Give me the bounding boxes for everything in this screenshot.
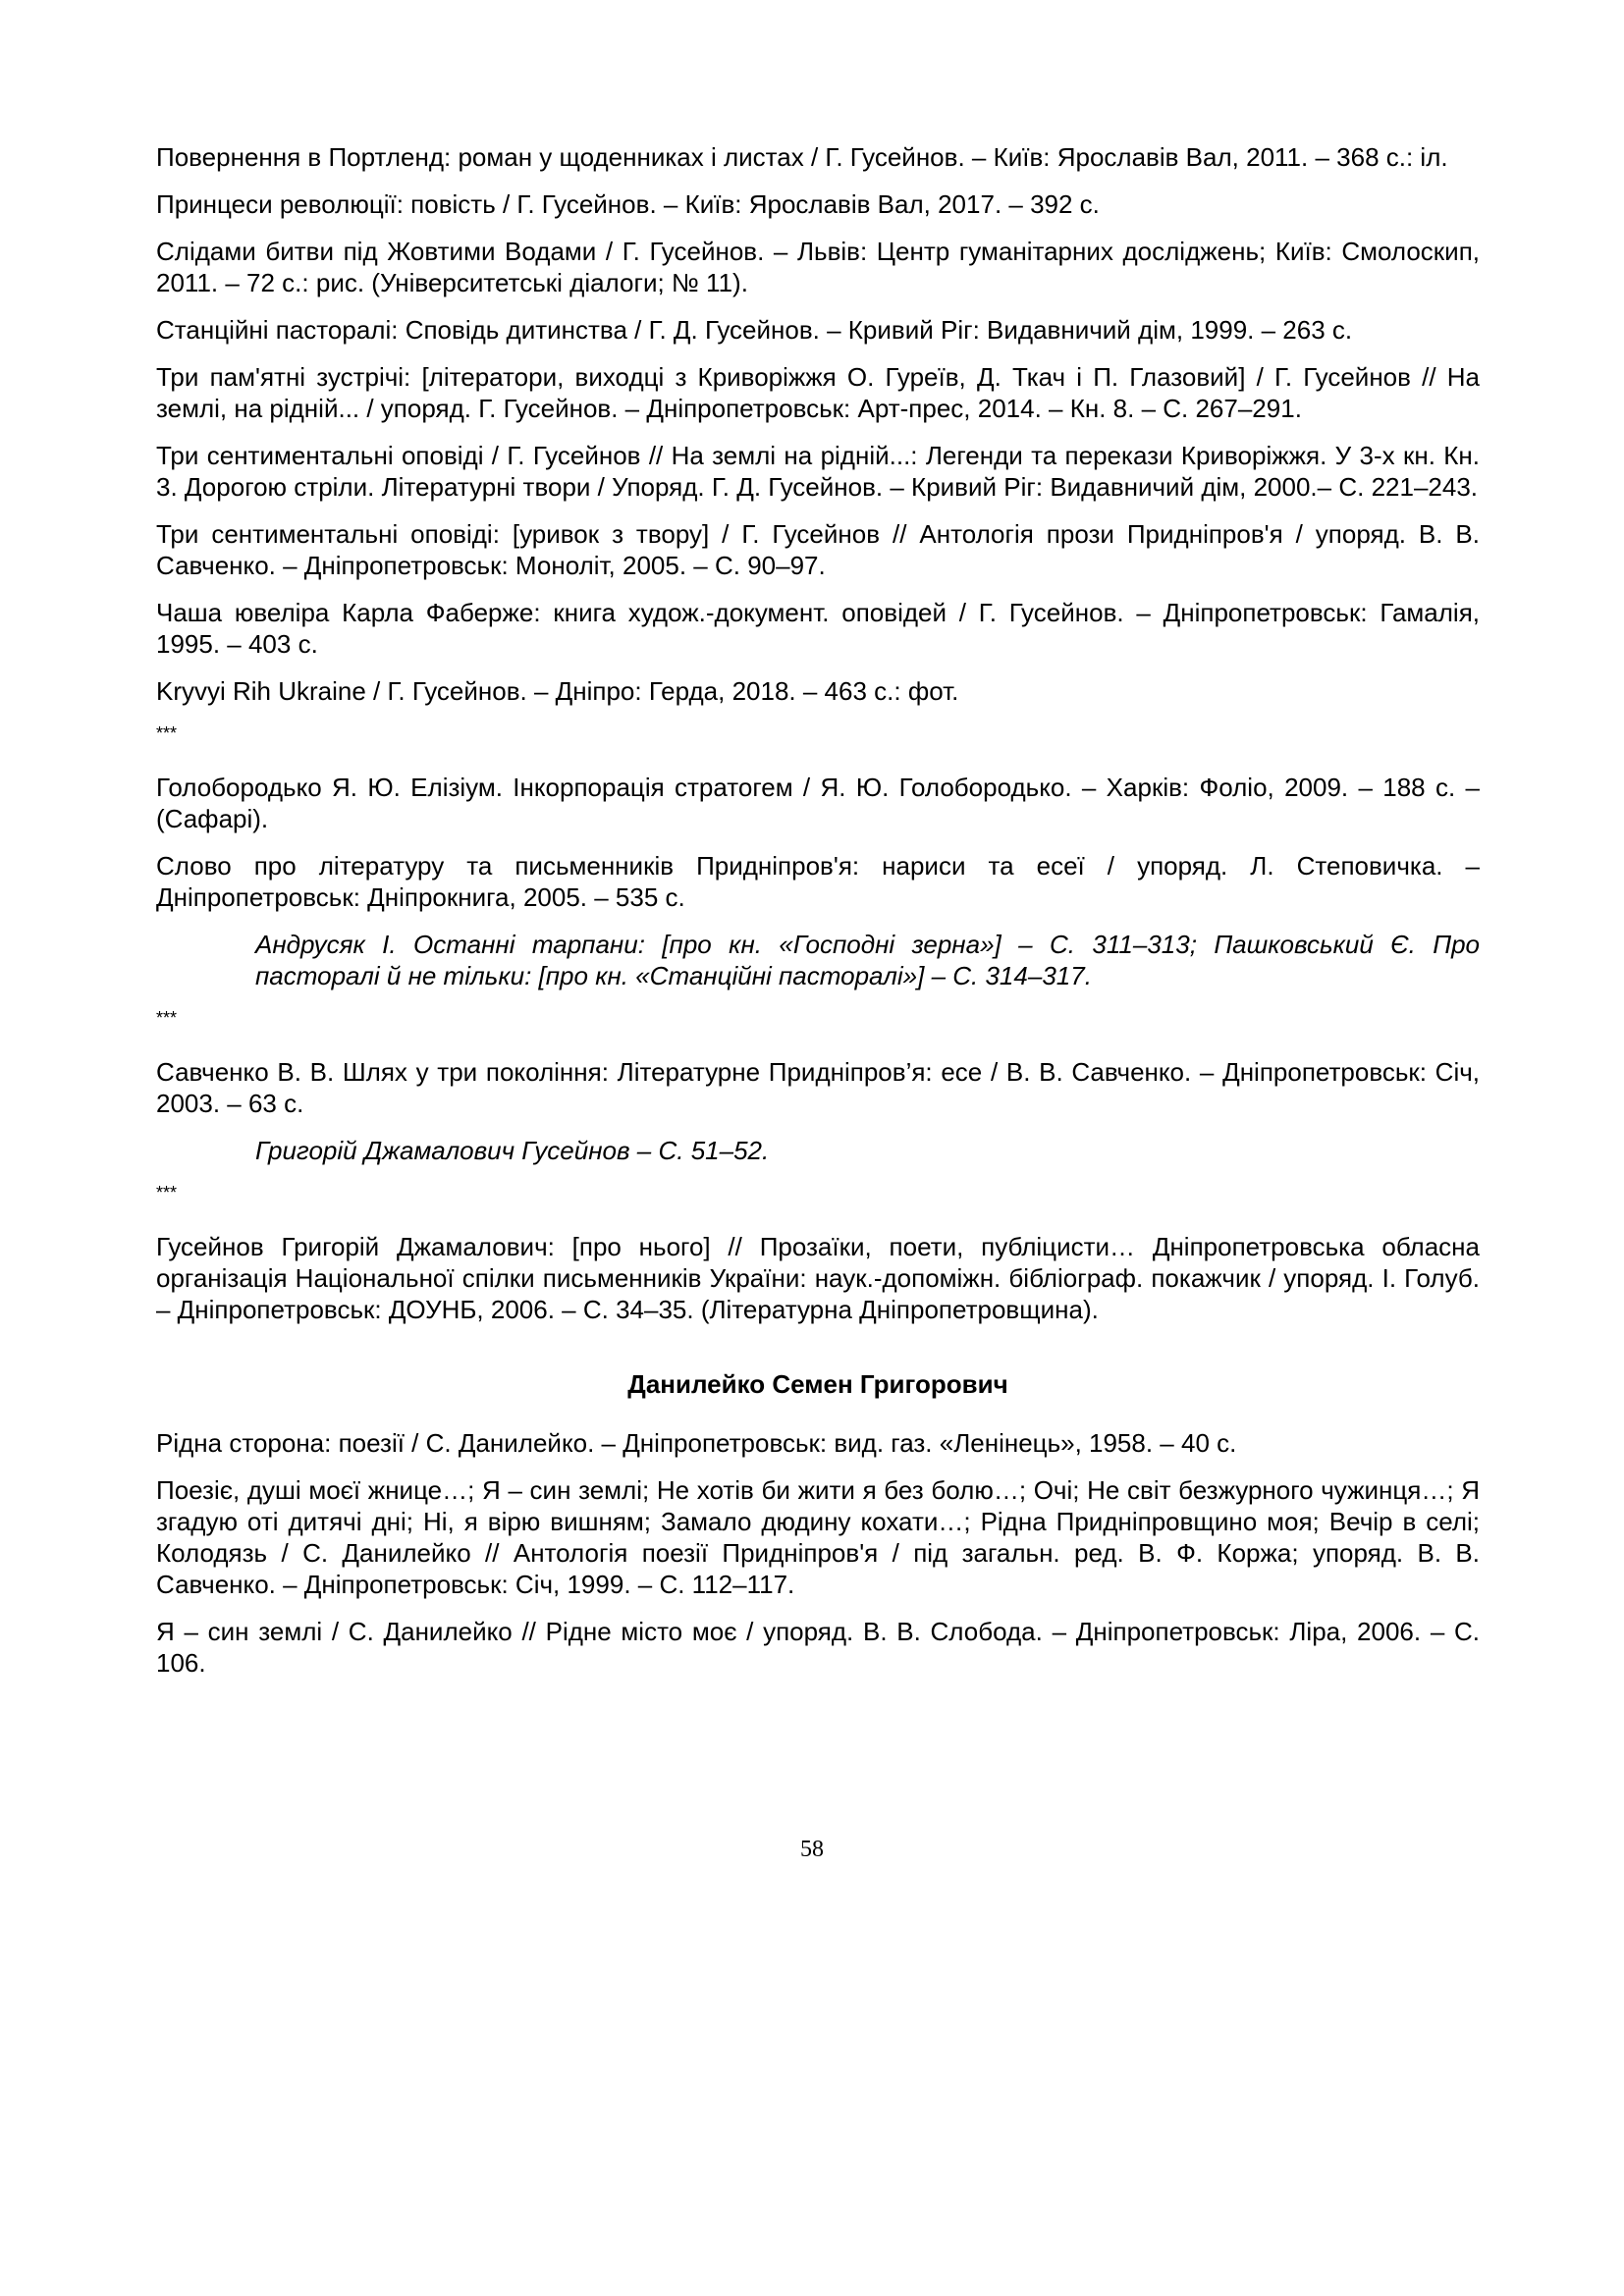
section-separator: ***	[156, 1008, 178, 1028]
bibliography-entry: Слово про літературу та письменників Придніпров'я: нариси та есеї / упоряд. Л. Степовичка. – Дніпропетровськ: Дніпрокнига, 2005. – 535 с.	[156, 851, 1480, 912]
section-separator: ***	[156, 723, 178, 743]
bibliography-entry: Три сентиментальні оповіді: [уривок з твору] / Г. Гусейнов // Антологія прози Придніпров'я / упоряд. В. В. Савченко. – Дніпропетровськ: Моноліт, 2005. – С. 90–97.	[156, 519, 1480, 580]
bibliography-entry: Три пам'ятні зустрічі: [літератори, виходці з Криворіжжя О. Гуреїв, Д. Ткач і П. Глазовий] / Г. Гусейнов // На землі, на рідній... / упоряд. Г. Гусейнов. – Дніпропетровськ: Арт-прес, 2014. – Кн. 8. – С. 267–291.	[156, 362, 1480, 423]
bibliography-entry: Гусейнов Григорій Джамалович: [про нього] // Прозаїки, поети, публіцисти… Дніпропетровська обласна організація Національної спілки письменників України: наук.-допоміжн. бібліограф. покажчик / упоряд. І. Голуб. – Дніпропетровськ: ДОУНБ, 2006. – С. 34–35. (Літературна Дніпропетровщина).	[156, 1232, 1480, 1324]
bibliography-entry: Голобородько Я. Ю. Елізіум. Інкорпорація стратогем / Я. Ю. Голобородько. – Харків: Фоліо, 2009. – 188 с. – (Сафарі).	[156, 773, 1480, 833]
bibliography-note: Григорій Джамалович Гусейнов – С. 51–52.	[255, 1136, 770, 1165]
bibliography-note: Андрусяк І. Останні тарпани: [про кн. «Господні зерна»] – С. 311–313; Пашковський Є. Про пасторалі й не тільки: [про кн. «Станційні пасторалі»] – С. 314–317.	[255, 930, 1480, 990]
bibliography-entry: Слідами битви під Жовтими Водами / Г. Гусейнов. – Львів: Центр гуманітарних досліджень; Київ: Смолоскип, 2011. – 72 с.: рис. (Університетські діалоги; № 11).	[156, 237, 1480, 297]
bibliography-entry: Савченко В. В. Шлях у три покоління: Літературне Придніпров’я: есе / В. В. Савченко. – Дніпропетровськ: Січ, 2003. – 63 с.	[156, 1057, 1480, 1118]
section-separator: ***	[156, 1183, 178, 1202]
page-number: 58	[800, 1837, 824, 1862]
bibliography-entry: Я – син землі / С. Данилейко // Рідне місто моє / упоряд. В. В. Слобода. – Дніпропетровськ: Ліра, 2006. – С. 106.	[156, 1617, 1480, 1678]
section-heading: Данилейко Семен Григорович	[627, 1369, 1008, 1399]
bibliography-entry: Станційні пасторалі: Сповідь дитинства / Г. Д. Гусейнов. – Кривий Ріг: Видавничий дім, 1999. – 263 с.	[156, 315, 1353, 345]
bibliography-entry: Поезіє, душі моєї жнице…; Я – син землі; Не хотів би жити я без болю…; Очі; Не світ безжурного чужинця…; Я згадую оті дитячі дні; Ні, я вірю вишням; Замало дюдину кохати…; Рідна Придніпровщино моя; Вечір в селі; Колодязь / С. Данилейко // Антологія поезії Придніпров'я / під загальн. ред. В. Ф. Коржа; упоряд. В. В. Савченко. – Дніпропетровськ: Січ, 1999. – С. 112–117.	[156, 1475, 1480, 1599]
document-page	[156, 141, 1480, 1694]
bibliography-entry: Kryvyi Rih Ukraine / Г. Гусейнов. – Дніпро: Герда, 2018. – 463 с.: фот.	[156, 676, 959, 706]
bibliography-entry: Рідна сторона: поезії / С. Данилейко. – Дніпропетровськ: вид. газ. «Ленінець», 1958. – 40 с.	[156, 1428, 1237, 1458]
bibliography-entry: Повернення в Портленд: роман у щоденниках і листах / Г. Гусейнов. – Київ: Ярославів Вал, 2011. – 368 с.: іл.	[156, 142, 1448, 172]
bibliography-entry: Принцеси революції: повість / Г. Гусейнов. – Київ: Ярославів Вал, 2017. – 392 с.	[156, 189, 1100, 219]
bibliography-entry: Три сентиментальні оповіді / Г. Гусейнов // На землі на рідній...: Легенди та перекази Криворіжжя. У 3-х кн. Кн. 3. Дорогою стріли. Літературні твори / Упоряд. Г. Д. Гусейнов. – Кривий Ріг: Видавничий дім, 2000.– С. 221–243.	[156, 441, 1480, 502]
bibliography-entry: Чаша ювеліра Карла Фаберже: книга худож.-документ. оповідей / Г. Гусейнов. – Дніпропетровськ: Гамалія, 1995. – 403 с.	[156, 598, 1480, 659]
